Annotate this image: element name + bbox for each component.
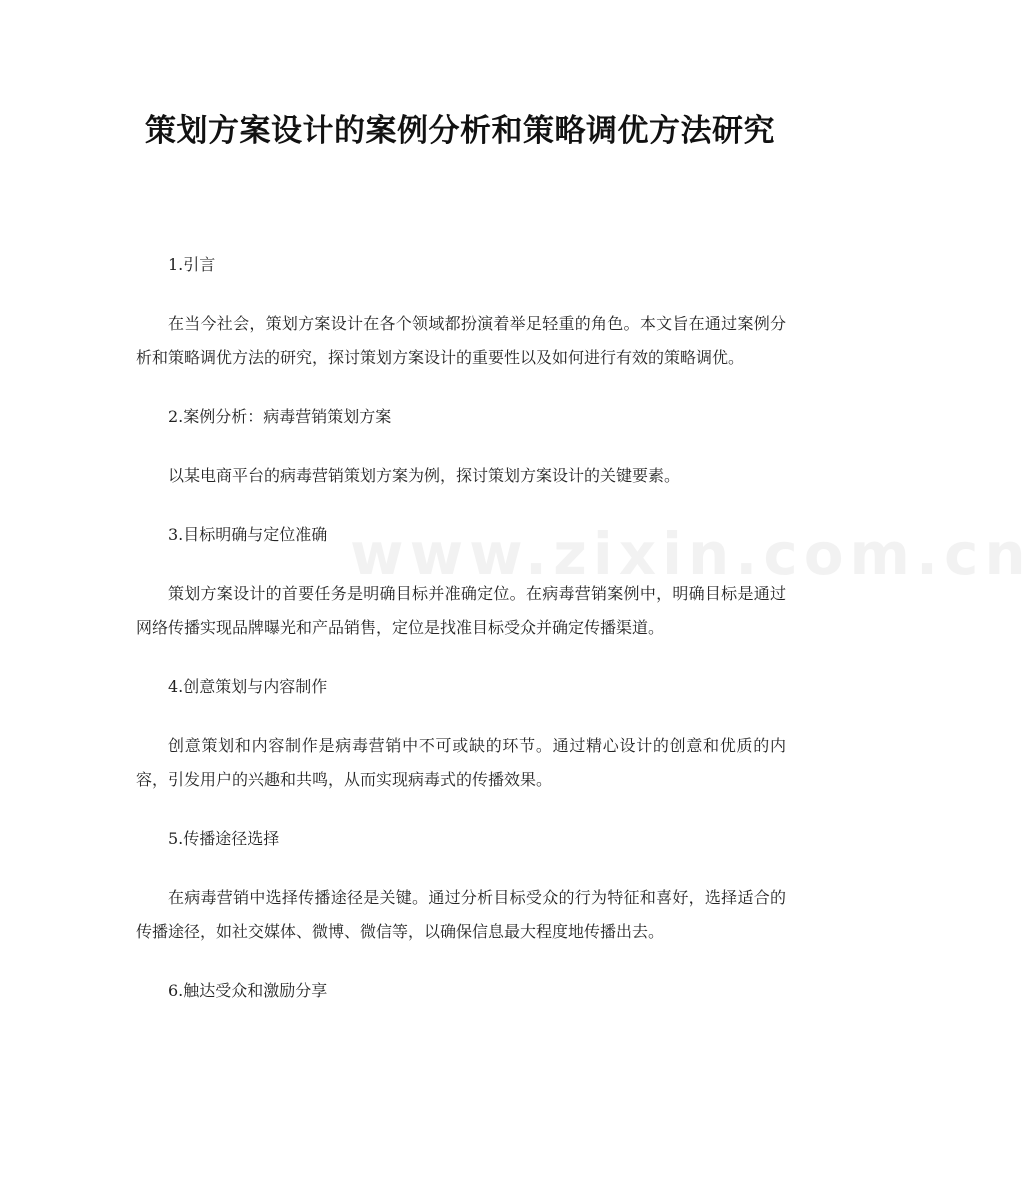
section-heading-3: 3.目标明确与定位准确 <box>168 525 328 544</box>
document-body <box>136 248 786 1033</box>
section-heading-5: 5.传播途径选择 <box>168 829 280 848</box>
section-heading-6: 6.触达受众和激励分享 <box>168 981 328 1000</box>
page-title: 策划方案设计的案例分析和策略调优方法研究 <box>145 113 775 149</box>
section-paragraph-4: 创意策划和内容制作是病毒营销中不可或缺的环节。通过精心设计的创意和优质的内容，引发用户的兴趣和共鸣，从而实现病毒式的传播效果。 <box>136 736 786 789</box>
section-heading-4: 4.创意策划与内容制作 <box>168 677 328 696</box>
watermark: www.zixin.com.cn <box>350 520 1032 588</box>
section-paragraph-3: 策划方案设计的首要任务是明确目标并准确定位。在病毒营销案例中，明确目标是通过网络传播实现品牌曝光和产品销售，定位是找准目标受众并确定传播渠道。 <box>136 584 786 637</box>
section-paragraph-5: 在病毒营销中选择传播途径是关键。通过分析目标受众的行为特征和喜好，选择适合的传播途径，如社交媒体、微博、微信等，以确保信息最大程度地传播出去。 <box>136 888 786 941</box>
section-heading-2: 2.案例分析：病毒营销策划方案 <box>168 407 392 426</box>
section-paragraph-2: 以某电商平台的病毒营销策划方案为例，探讨策划方案设计的关键要素。 <box>168 466 681 485</box>
section-paragraph-1: 在当今社会，策划方案设计在各个领域都扮演着举足轻重的角色。本文旨在通过案例分析和策略调优方法的研究，探讨策划方案设计的重要性以及如何进行有效的策略调优。 <box>136 314 786 367</box>
section-heading-1: 1.引言 <box>168 255 216 274</box>
